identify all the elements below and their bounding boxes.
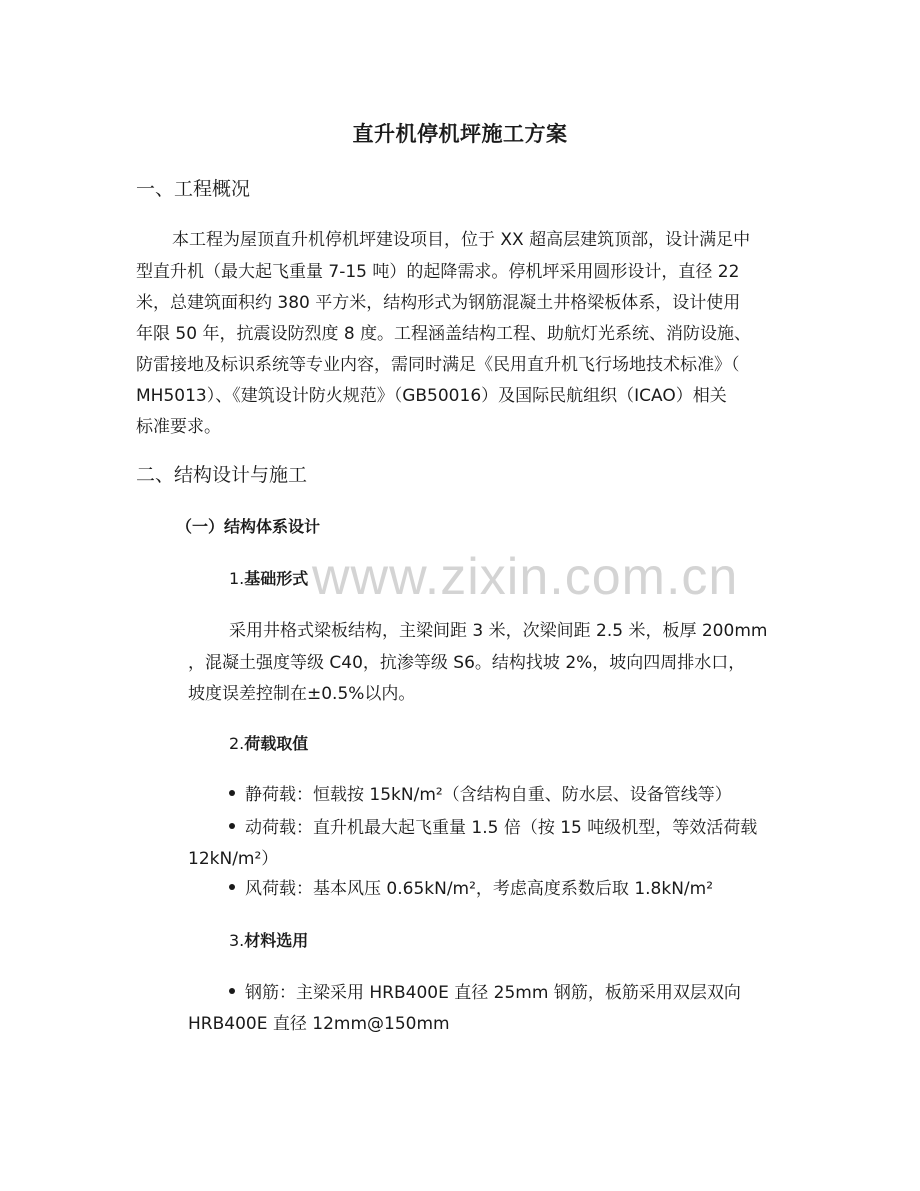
overview-line: 防雷接地及标识系统等专业内容，需同时满足《民用直升机飞行场地技术标准》（: [136, 355, 740, 375]
foundation-line: 坡度误差控制在±0.5%以内。: [188, 684, 416, 704]
foundation-line: 采用井格式梁板结构，主梁间距 3 米，次梁间距 2.5 米，板厚 200mm: [229, 621, 768, 641]
section-heading-structure: 二、结构设计与施工: [136, 464, 308, 486]
overview-line: 米，总建筑面积约 380 平方米，结构形式为钢筋混凝土井格梁板体系，设计使用: [136, 293, 741, 313]
subsection-heading: （一）结构体系设计: [176, 517, 321, 536]
item-number: 1.: [229, 569, 245, 588]
item-number: 2.: [229, 734, 245, 753]
item-heading-foundation: [229, 566, 308, 589]
bullet-icon: [229, 823, 235, 829]
overview-line: 本工程为屋顶直升机停机坪建设项目，位于 XX 超高层建筑顶部，设计满足中: [172, 230, 751, 250]
list-item-continuation: HRB400E 直径 12mm@150mm: [188, 1014, 450, 1034]
list-item-text: 动荷载：直升机最大起飞重量 1.5 倍（按 15 吨级机型，等效活荷载: [245, 818, 758, 838]
item-number: 3.: [229, 931, 245, 950]
list-item: [229, 978, 741, 1003]
watermark: www.zixin.com.cn: [312, 548, 739, 606]
list-item-text: 风荷载：基本风压 0.65kN/m²，考虑高度系数后取 1.8kN/m²: [245, 879, 714, 899]
list-item: [229, 874, 713, 899]
bullet-icon: [229, 988, 235, 994]
item-label: 材料选用: [244, 931, 309, 950]
bullet-icon: [229, 884, 235, 890]
list-item-continuation: 12kN/m²）: [188, 849, 279, 869]
section-heading-overview: 一、工程概况: [136, 178, 251, 200]
item-label: 基础形式: [244, 569, 309, 588]
list-item-text: 钢筋：主梁采用 HRB400E 直径 25mm 钢筋，板筋采用双层双向: [245, 983, 741, 1003]
overview-line: MH5013）、《建筑设计防火规范》（GB50016）及国际民航组织（ICAO）相关: [136, 386, 727, 406]
overview-line: 年限 50 年，抗震设防烈度 8 度。工程涵盖结构工程、助航灯光系统、消防设施、: [136, 324, 752, 344]
overview-line: 标准要求。: [136, 417, 221, 437]
page-title: 直升机停机坪施工方案: [352, 122, 568, 146]
bullet-icon: [229, 790, 235, 796]
foundation-line: ，混凝土强度等级 C40，抗渗等级 S6。结构找坡 2%，坡向四周排水口，: [188, 653, 746, 673]
item-heading-loads: [229, 731, 308, 754]
list-item-text: 静荷载：恒载按 15kN/m²（含结构自重、防水层、设备管线等）: [245, 785, 732, 805]
item-label: 荷载取值: [244, 734, 309, 753]
overview-line: 型直升机（最大起飞重量 7-15 吨）的起降需求。停机坪采用圆形设计，直径 22: [136, 262, 740, 282]
list-item: [229, 813, 757, 838]
list-item: [229, 780, 732, 805]
item-heading-materials: [229, 928, 308, 951]
